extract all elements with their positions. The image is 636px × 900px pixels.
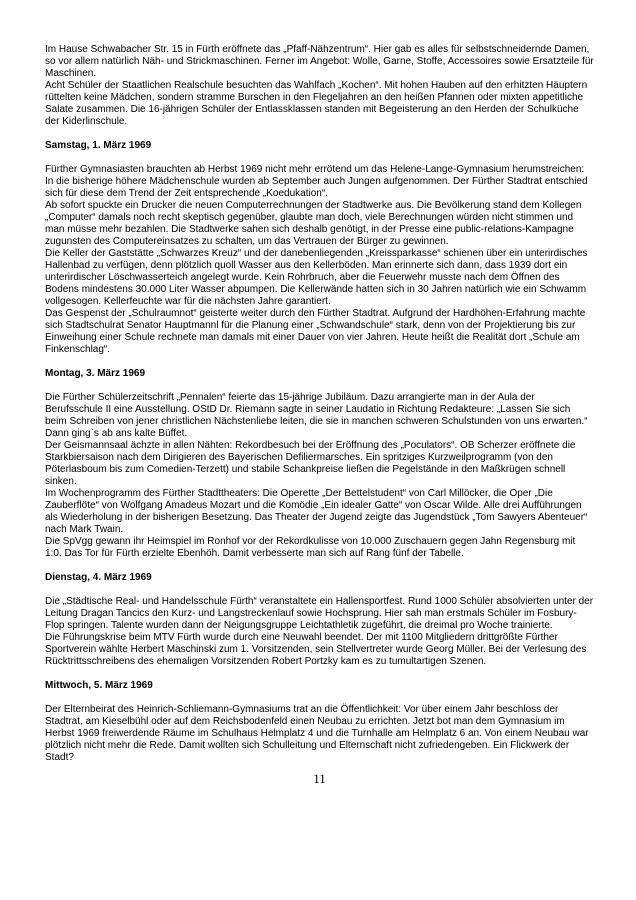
paragraph: Der Geismannsaal ächzte in allen Nähten: Rekordbesuch bei der Eröffnung des „Poculators“. OB Scherzer eröffnete die Starkbiersaison nach dem Dirigieren des Bayerischen Defiliermarsches. Ein spritziges Kurzweilprogramm (von den Pöterlasboum bis zum Comedien-Terzett) und stabile Schankpreise ließen die Pegelstände in den Maßkrügen schnell sinken. — [45, 440, 576, 487]
paragraph: Ab sofort spuckte ein Drucker die neuen Computerrechnungen der Stadtwerke aus. Die Bevölkerung stand dem Kollegen „Computer“ damals noch recht skeptisch gegenüber, glaubte man doch, viele Berechnungen würden nicht stimmen und man müsse mehr bezahlen. Die Stadtwerke sahen sich deshalb genötigt, in der Presse eine public-relations-Kampagne zugunsten des Computereinsatzes zu schalten, um das Vertrauen der Bürger zu gewinnen. — [45, 200, 582, 247]
paragraph: Die Führungskrise beim MTV Fürth wurde durch eine Neuwahl beendet. Der mit 1100 Mitgliedern drittgrößte Fürther Sportverein wählte Herbert Maschinski zum 1. Vorsitzenden, sein Stellvertreter wurde Georg Müller. Bei der Verlesung des Rücktrittsschreibens des ehemaligen Vorsitzenden Robert Portzky kam es zu tumultartigen Szenen. — [45, 632, 587, 667]
paragraph: Die Fürther Schülerzeitschrift „Pennalen“ feierte das 15-jährige Jubiläum. Dazu arrangierte man in der Aula der Berufsschule II eine Ausstellung. OStD Dr. Riemann sagte in seiner Laudatio in Richtung Redakteure: „Lassen Sie sich beim Schreiben von jener christlichen Nächstenliebe leiten, die sie in manchen schweren Schulstunden von uns erwarten.“ Dann ging`s ab ans kalte Büffet. — [45, 392, 588, 439]
day-section-mittwoch-5-maerz — [45, 680, 594, 764]
day-section-dienstag-4-maerz — [45, 572, 594, 668]
paragraph: Die Keller der Gaststätte „Schwarzes Kreuz“ und der danebenliegenden „Kreissparkasse“ schienen über ein unterirdisches Hallenbad zu verfügen, denn plötzlich quoll Wasser aus den Kellerböden. Man erinnerte sich dann, dass 1939 dort ein unterirdischer Löschwasserteich angelegt wurde. Kein Rohrbruch, aber die Feuerwehr musste nach dem Öffnen des Bodens mindestens 30.000 Liter Wasser abpumpen. Die Kellerwände hatten sich in 30 Jahren natürlich wie ein Schwamm vollgesogen. Kellerfeuchte war für die nächsten Jahre garantiert. — [45, 248, 588, 307]
paragraph: Fürther Gymnasiasten brauchten ab Herbst 1969 nicht mehr errötend um das Helene-Lange-Gymnasium herumstreichen: In die bisherige höhere Mädchenschule wurden ab September auch Jungen aufgenommen. Der Fürther Stadtrat entschied sich für diese dem Trend der Zeit entsprechende „Koedukation“. — [45, 164, 588, 199]
date-heading: Dienstag, 4. März 1969 — [45, 572, 152, 583]
paragraph: Acht Schüler der Staatlichen Realschule besuchten das Wahlfach „Kochen“. Mit hohen Hauben auf den erhitzten Häuptern rüttelten keine Mädchen, sondern stramme Burschen in den Flegeljahren an den heißen Pfannen oder mixten appetitliche Salate zusammen. Die 16-jährigen Schüler der Entlassklassen standen mit Begeisterung an den Herden der Schulküche der Kiderlinschule. — [45, 80, 588, 127]
day-section-samstag-1-maerz — [45, 140, 594, 356]
paragraph: Das Gespenst der „Schulraumnot“ geisterte weiter durch den Fürther Stadtrat. Aufgrund der Hardhöhen-Erfahrung machte sich Stadtschulrat Senator Hauptmannl für die Planung einer „Schwandschule“ stark, denn von der Projektierung bis zur Einweihung einer Schule rechnete man damals mit einer Dauer von vier Jahren. Heute heißt die Realität dort „Schule am Finkenschlag“. — [45, 308, 586, 355]
chronicle-text-block — [45, 44, 594, 786]
page-number: 11 — [313, 771, 326, 786]
intro-section — [45, 44, 594, 128]
paragraph: Im Wochenprogramm des Fürther Stadttheaters: Die Operette „Der Bettelstudent“ von Carl Millöcker, die Oper „Die Zauberflöte“ von Wolfgang Amadeus Mozart und die Komödie „Ein idealer Gatte“ von Oscar Wilde. Alle drei Aufführungen als Wiederholung in der bisherigen Besetzung. Das Theater der Jugend zeigte das Jugendstück „Tom Sawyers Abenteuer“ nach Mark Twain. — [45, 488, 588, 535]
paragraph: Die „Städtische Real- und Handelsschule Fürth“ veranstaltete ein Hallensportfest. Rund 1000 Schüler absolvierten unter der Leitung Dragan Tancics den Kurz- und Langstreckenlauf sowie Hochsprung. Hier sah man erstmals Schüler im Fosbury-Flop springen. Talente wurden dann der Neigungsgruppe Leichtathletik zugeführt, die dreimal pro Woche trainierte. — [45, 596, 594, 631]
paragraph: Im Hause Schwabacher Str. 15 in Fürth eröffnete das „Pfaff-Nähzentrum“. Hier gab es alles für selbstschneidernde Damen, so vor allem natürlich Näh- und Strickmaschinen. Ferner im Angebot: Wolle, Garne, Stoffe, Accessoires sowie Ersatzteile für Maschinen. — [45, 44, 594, 79]
date-heading: Mittwoch, 5. März 1969 — [45, 680, 153, 691]
day-section-montag-3-maerz — [45, 368, 594, 560]
paragraph: Die SpVgg gewann ihr Heimspiel im Ronhof vor der Rekordkulisse von 10.000 Zuschauern gegen Jahn Regensburg mit 1:0. Das Tor für Fürth erzielte Ebenhöh. Damit verbesserte man sich auf Rang fünf der Tabelle. — [45, 536, 576, 559]
paragraph: Der Elternbeirat des Heinrich-Schliemann-Gymnasiums trat an die Öffentlichkeit: Vor über einem Jahr beschloss der Stadtrat, am Kieselbühl oder auf dem Reichsbodenfeld einen Neubau zu errichten. Jetzt bot man dem Gymnasium im Herbst 1969 freiwerdende Räume im Schulhaus Helmplatz 4 und die Turnhalle am Helmplatz 6 an. Von einem Neubau war plötzlich nicht mehr die Rede. Damit wollten sich Schulleitung und Elternschaft nicht zufriedengeben. Ein Flickwerk der Stadt? — [45, 704, 589, 763]
date-heading: Samstag, 1. März 1969 — [45, 140, 152, 151]
date-heading: Montag, 3. März 1969 — [45, 368, 146, 379]
